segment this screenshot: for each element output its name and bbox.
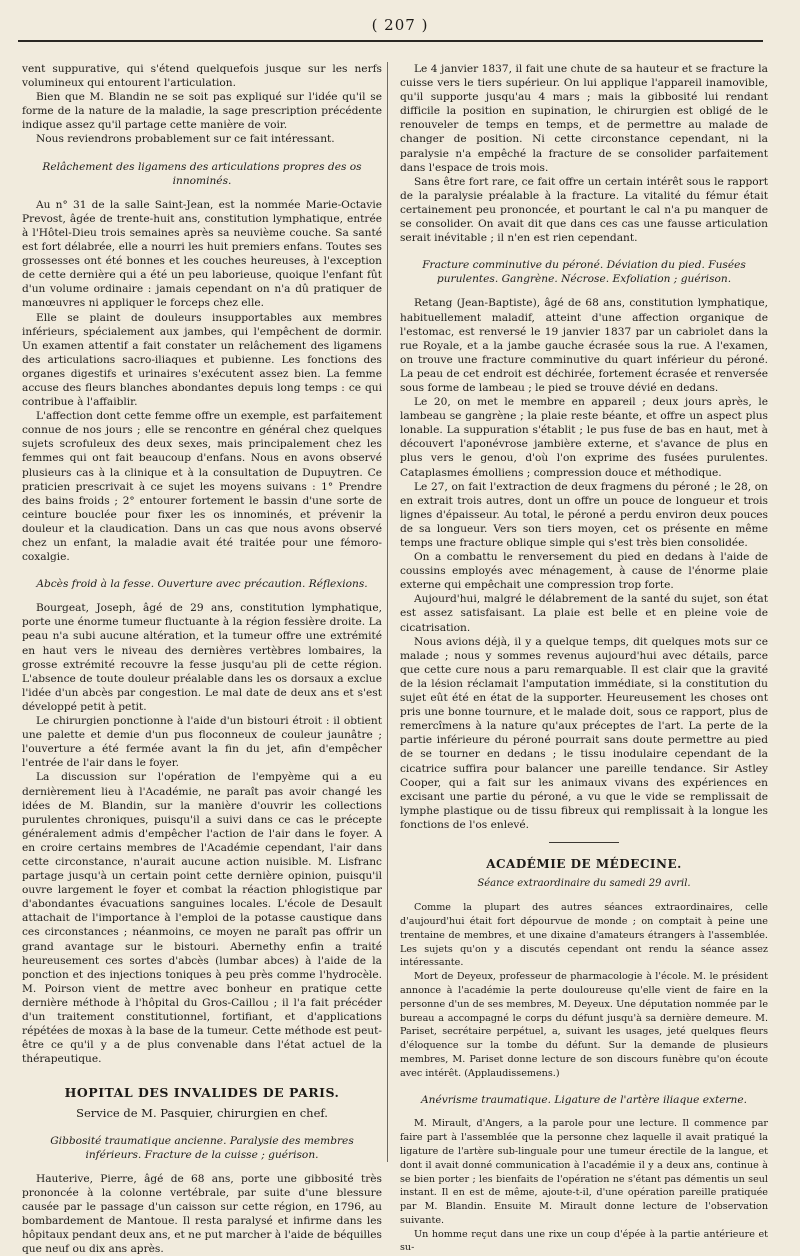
- academy-report: [400, 901, 768, 1255]
- paragraph: Elle se plaint de douleurs insupportables aux membres inférieurs, spécialement aux jambes, qui l'empêchent de dormir. Un examen attentif a fait constater un relâchement des ligamens des articulations sacro-iliaques et pubienne. Les fonctions des organes digestifs et urinaires s'exécutent assez bien. La femme accuse des fleurs blanches abondantes depuis long temps : ce qui contribue à l'affaiblir.: [22, 311, 382, 409]
- section-heading: Fracture comminutive du péroné. Déviation du pied. Fusées purulentes. Gangrène. Nécrose. Exfoliation ; guérison.: [422, 259, 746, 286]
- paragraph: vent suppurative, qui s'étend quelquefois jusque sur les nerfs volumineux qui entourent l'articulation.: [22, 63, 382, 90]
- paragraph: Bourgeat, Joseph, âgé de 29 ans, constitution lymphatique, porte une énorme tumeur fluctuante à la région fessière droite. La peau n'a subi aucune altération, et la tumeur offre une extrémité en haut vers le niveau des dernières vertèbres lombaires, la grosse extrémité recouvre la fesse jusqu'au pli de cette région. L'absence de toute douleur préalable dans les os dorsaux a exclue l'idée d'un abcès par congestion. Le mal date de deux ans et s'est développé petit à petit.: [22, 602, 382, 713]
- section-heading: Relâchement des ligamens des articulations propres des os innominés.: [42, 160, 362, 187]
- paragraph: Le 27, on fait l'extraction de deux fragmens du péroné ; le 28, on en extrait trois autres, dont un offre un pouce de longueur et trois lignes d'épaisseur. Au total, le péroné a perdu environ deux pouces de sa longueur. Vers son tiers moyen, cet os présente en même temps une fracture oblique simple qui s'est très bien consolidée.: [400, 480, 768, 549]
- paragraph: La discussion sur l'opération de l'empyème qui a eu dernièrement lieu à l'Académie, ne paraît pas avoir changé les idées de M. Blandin, sur la manière d'ouvrir les collections purulentes chroniques, puisqu'il a suivi dans ce cas le précepte généralement admis d'empêcher l'action de l'air dans le foyer. A en croire certains membres de l'Académie cependant, l'air dans cette circonstance, n'aurait aucune action nuisible. M. Lisfranc partage jusqu'à un certain point cette dernière opinion, puisqu'il ouvre largement le foyer et combat la réaction phlogistique par d'abondantes évacuations sanguines locales. L'école de Desault attachait de l'importance à l'emploi de la potasse caustique dans ces circonstances ; néanmoins, ce moyen ne paraît pas offrir un grand avantage sur le bistouri. Abernethy enfin a traité heureusement ces sortes d'abcès (lumbar abces) à l'aide de la ponction et des injections toniques à peu près comme l'hydrocèle. M. Poirson vient de mettre avec bonheur en pratique cette dernière méthode à l'hôpital du Gros-Caillou ; il l'a fait précéder d'un traitement constitutionnel, fortifiant, et d'applications répétées de moxas à la base de la tumeur. Cette méthode est peut-être ce qu'il y a de plus convenable dans l'état actuel de la thérapeutique.: [22, 771, 382, 1066]
- paragraph: Le 4 janvier 1837, il fait une chute de sa hauteur et se fracture la cuisse vers le tiers supérieur. On lui applique l'appareil inamovible, qu'il supporte jusqu'au 4 mars ; mais la gibbosité lui rendant difficile la position en supination, le chirurgien est obligé de le renouveler de temps en temps, et de permettre au malade de changer de position. Ni cette circonstance cependant, ni la paralysie n'a empêché la fracture de se consolider parfaitement dans l'espace de trois mois.: [400, 63, 768, 174]
- page-number: ( 207 ): [371, 16, 429, 34]
- academy-title: ACADÉMIE DE MÉDECINE.: [486, 856, 682, 871]
- paragraph: M. Mirault, d'Angers, a la parole pour une lecture. Il commence par faire part à l'assemblée que la personne chez laquelle il avait pratiqué la ligature de l'artère sub-linguale pour une tumeur érectile de la langue, et dont il avait donné communication à l'académie il y a deux ans, continue à se bien porter ; les bienfaits de l'opération ne s'étant pas démentis un seul instant. Il en est de même, ajoute-t-il, d'une opération pareille pratiquée par M. Blandin. Ensuite M. Mirault donne lecture de l'observation suivante.: [400, 1118, 768, 1226]
- session-line: Séance extraordinaire du samedi 29 avril.: [477, 878, 691, 890]
- paragraph: Nous reviendrons probablement sur ce fait intéressant.: [36, 133, 335, 146]
- paragraph: Aujourd'hui, malgré le délabrement de la santé du sujet, son état est assez satisfaisant. La plaie est belle et en pleine voie de cicatrisation.: [400, 593, 768, 634]
- section-heading: Gibbosité traumatique ancienne. Paralysie des membres inférieurs. Fracture de la cuisse ; guérison.: [50, 1134, 354, 1161]
- paragraph: Un homme reçut dans une rixe un coup d'épée à la partie antérieure et su-: [400, 1228, 768, 1254]
- paragraph: Le chirurgien ponctionne à l'aide d'un bistouri étroit : il obtient une palette et demie d'un pus floconneux de couleur jaunâtre ; l'ouverture a été fermée avant la fin du jet, afin d'empêcher l'entrée de l'air dans le foyer.: [22, 715, 382, 770]
- paragraph: Bien que M. Blandin ne se soit pas expliqué sur l'idée qu'il se forme de la nature de la maladie, la sage prescription précédente indique assez qu'il partage cette manière de voir.: [22, 91, 382, 132]
- paragraph: Le 20, on met le membre en appareil ; deux jours après, le lambeau se gangrène ; la plaie reste béante, et offre un aspect plus lonable. La suppuration s'établit ; le pus fuse de bas en haut, met à découvert l'aponévrose jambière externe, et s'avance de plus en plus vers le genou, d'où l'on exprime des fusées purulentes. Cataplasmes émolliens ; compression douce et méthodique.: [400, 396, 768, 479]
- service-line: Service de M. Pasquier, chirurgien en chef.: [76, 1106, 328, 1121]
- section-heading: Anévrisme traumatique. Ligature de l'artère iliaque externe.: [420, 1093, 748, 1106]
- top-rule: [18, 40, 763, 42]
- paragraph: Nous avions déjà, il y a quelque temps, dit quelques mots sur ce malade ; nous y sommes revenus aujourd'hui avec détails, parce que cette cure nous a paru remarquable. Il est clair que la gravité de la lésion réclamait l'amputation immédiate, si la constitution du sujet eût été en état de la supporter. Heureusement les choses ont pris une bonne tournure, et le malade doit, sous ce rapport, plus de remercîmens à la nature qu'aux préceptes de l'art. La perte de la partie inférieure du péroné pourrait sans doute permettre au pied de se tourner en dedans ; le tissu inodulaire cependant de la cicatrice suffira pour balancer une pareille tendance. Sir Astley Cooper, qui a fait sur les animaux vivans des expériences en excisant une partie du péroné, a vu que le vide se remplissait de lymphe plastique ou de tissu fibreux qui remplissait à la longue les fonctions de l'os enlevé.: [400, 635, 768, 831]
- paragraph: On a combattu le renversement du pied en dedans à l'aide de coussins employés avec ménagement, à cause de l'énorme plaie externe qui empêchait une compression trop forte.: [400, 551, 768, 592]
- paragraph: Comme la plupart des autres séances extraordinaires, celle d'aujourd'hui était fort dépourvue de monde ; on comptait à peine une trentaine de membres, et une dixaine d'amateurs étrangers à l'assemblée. Les sujets qu'on y a discutés cependant ont rendu la séance assez intéressante.: [400, 902, 768, 969]
- left-column: [22, 62, 382, 1256]
- column-divider: [387, 62, 388, 1162]
- paragraph: Mort de Deyeux, professeur de pharmacologie à l'école. M. le président annonce à l'académie la perte douloureuse qu'elle vient de faire en la personne d'un de ses membres, M. Deyeux. Une députation nommée par le bureau a accompagné le corps du défunt jusqu'à sa dernière demeure. M. Pariset, secrétaire perpétuel, a, suivant les usages, jeté quelques fleurs d'éloquence sur la tombe du défunt. Sur la demande de plusieurs membres, M. Pariset donne lecture de son discours funèbre qu'on écoute avec intérêt. (Applaudissemens.): [400, 971, 768, 1079]
- paragraph: Retang (Jean-Baptiste), âgé de 68 ans, constitution lymphatique, habituellement maladif, atteint d'une affection organique de l'estomac, est renversé le 19 janvier 1837 par un cabriolet dans la rue Royale, et a la jambe gauche écrasée sous la rue. A l'examen, on trouve une fracture comminutive du quart inférieur du péroné. La peau de cet endroit est déchirée, fortement écrasée et renversée sous forme de lambeau ; le pied se trouve dévié en dedans.: [400, 297, 768, 394]
- paragraph: Au n° 31 de la salle Saint-Jean, est la nommée Marie-Octavie Prevost, âgée de trente-huit ans, constitution lymphatique, entrée à l'Hôtel-Dieu trois semaines après sa neuvième couche. Sa santé est fort délabrée, elle a nourri les huit premiers enfans. Toutes ses grossesses ont été bonnes et les couches heureuses, à l'exception de cette dernière qui a été un peu laborieuse, quoique l'enfant fût d'un volume ordinaire : jamais cependant on n'a dû pratiquer de manœuvres ni appliquer le forceps chez elle.: [22, 198, 382, 310]
- paragraph: Sans être fort rare, ce fait offre un certain intérêt sous le rapport de la paralysie préalable à la fracture. La vitalité du fémur était certainement peu prononcée, et pourtant le cal n'a pu manquer de se consolider. On avait dit que dans ces cas une fausse articulation serait inévitable ; il n'en est rien cependant.: [400, 175, 768, 245]
- right-column: [400, 62, 768, 1255]
- section-separator: [549, 842, 619, 843]
- hospital-title: HOPITAL DES INVALIDES DE PARIS.: [64, 1085, 340, 1101]
- section-heading: Abcès froid à la fesse. Ouverture avec précaution. Réflexions.: [36, 578, 368, 591]
- paragraph: L'affection dont cette femme offre un exemple, est parfaitement connue de nos jours ; elle se rencontre en général chez quelques sujets scrofuleux des deux sexes, mais principalement chez les femmes qui ont fait beaucoup d'enfans. Nous en avons observé plusieurs cas à la clinique et à la consultation de Dupuytren. Ce praticien prescrivait à ce sujet les moyens suivans : 1° Prendre des bains froids ; 2° entourer fortement le bassin d'une sorte de ceinture bouclée pour fixer les os innominés, et prévenir la douleur et la claudication. Dans un cas que nous avons observé chez un enfant, la maladie avait été traitée pour une fémoro-coxalgie.: [22, 410, 382, 564]
- paragraph: Hauterive, Pierre, âgé de 68 ans, porte une gibbosité très prononcée à la colonne vertébrale, par suite d'une blessure causée par le passage d'un caisson sur cette région, en 1796, au bombardement de Mantoue. Il resta paralysé et infirme dans les hôpitaux pendant deux ans, et ne put marcher à l'aide de béquilles que neuf ou dix ans après.: [22, 1172, 382, 1256]
